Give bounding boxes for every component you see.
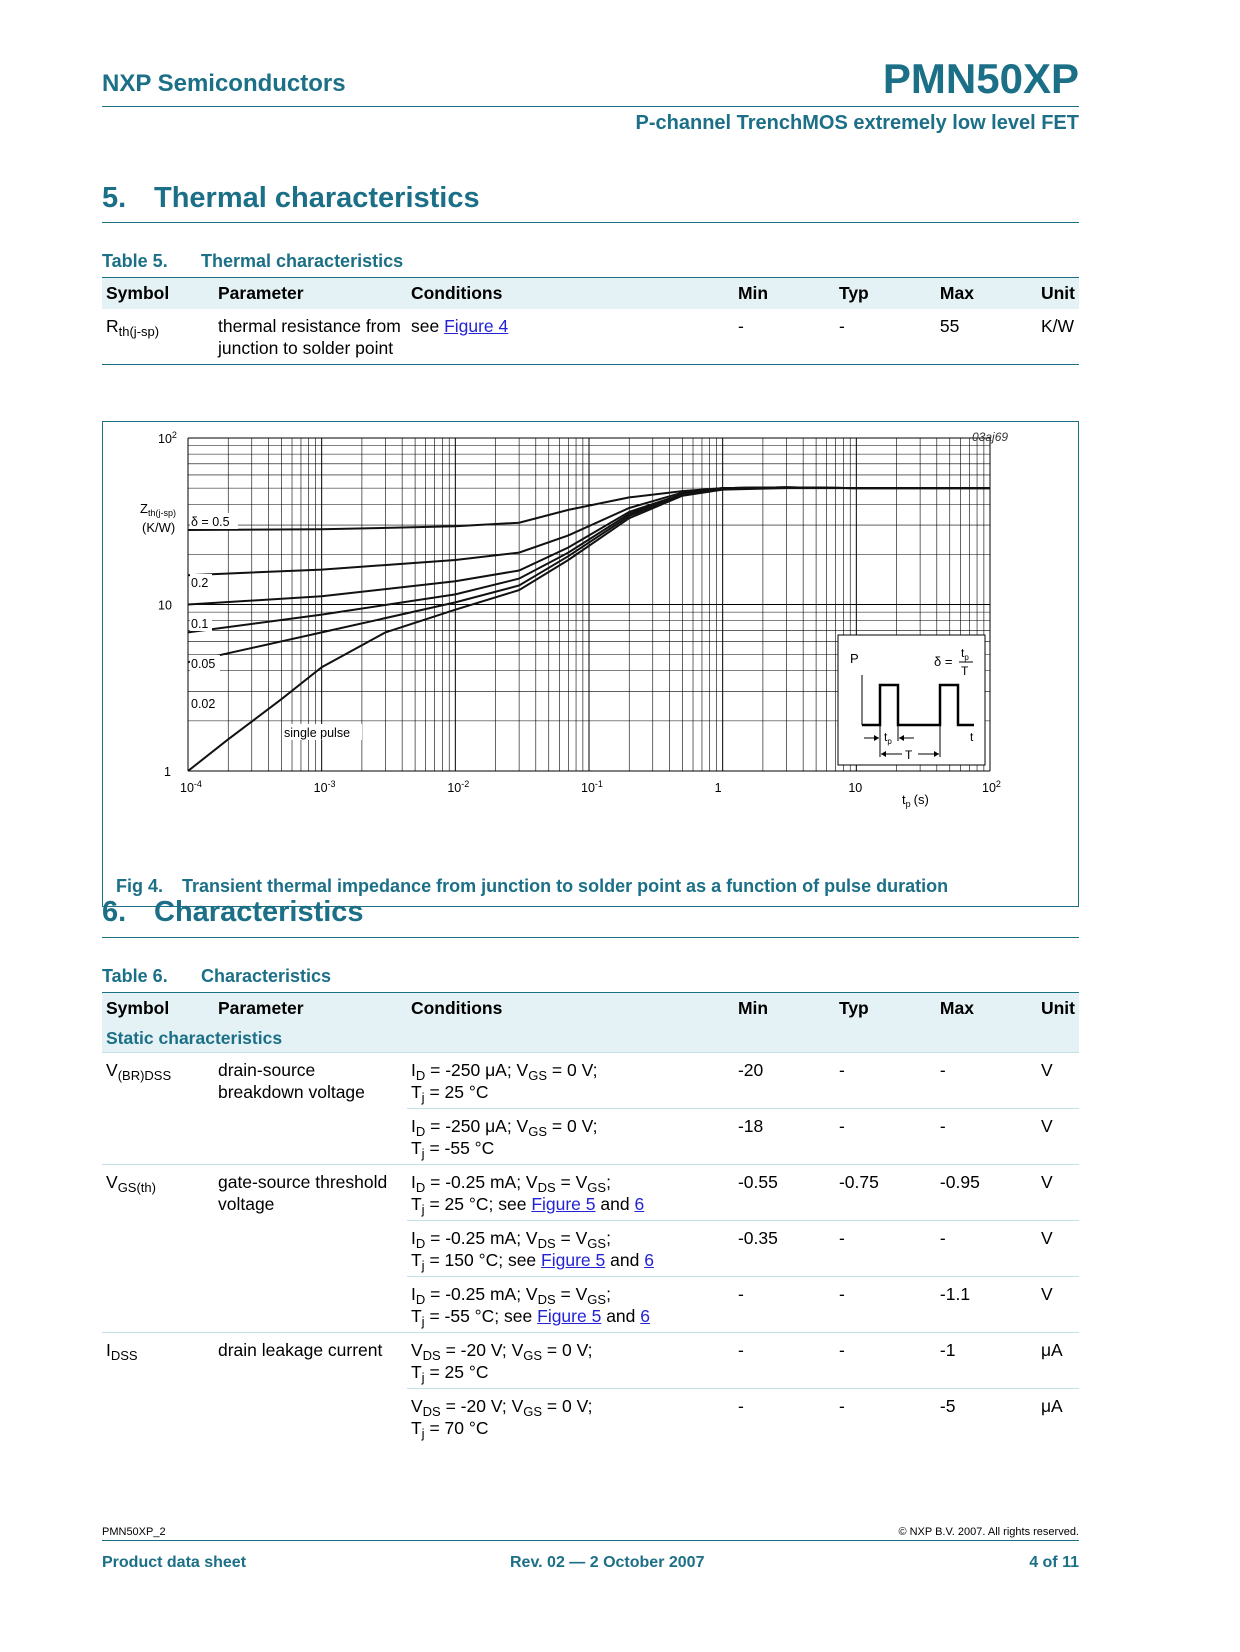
parameter-cell: gate-source threshold voltage [214, 1165, 407, 1333]
static-characteristics-heading: Static characteristics [102, 1024, 1079, 1053]
col-symbol: Symbol [102, 278, 214, 310]
col-min: Min [734, 993, 835, 1025]
col-min: Min [734, 278, 835, 310]
part-number: PMN50XP [882, 55, 1079, 102]
typ-cell: - [835, 1333, 936, 1389]
symbol-cell: $V_{(BR)DSS}$ [102, 1053, 214, 1165]
y-tick-label: 10 [158, 598, 172, 613]
col-typ: Typ [835, 278, 936, 310]
max-cell: -1 [936, 1333, 1037, 1389]
copyright: © NXP B.V. 2007. All rights reserved. [898, 1526, 1079, 1538]
characteristics-table [102, 992, 1079, 1444]
symbol-cell: $R_{th(j-sp)}$ [102, 309, 214, 365]
col-max: Max [936, 993, 1037, 1025]
table-5-caption [102, 251, 403, 272]
max-cell: -1.1 [936, 1277, 1037, 1333]
max-cell: -5 [936, 1389, 1037, 1445]
pulse-inset [838, 635, 985, 765]
x-tick-label: $10^{-4}$ [180, 779, 202, 795]
conditions-cell: $I_D = -250$ μA; $V_{GS} = 0$ V; $T_j = 25$ °C [407, 1053, 734, 1109]
curve-labels [190, 513, 362, 740]
label-0.05: 0.05 [191, 657, 216, 671]
unit-cell: V [1037, 1109, 1079, 1165]
doc-id: PMN50XP_2 [102, 1526, 166, 1538]
figure-4-link[interactable]: Figure 4 [444, 316, 509, 336]
table-label: Table 5. [102, 251, 168, 271]
figure-caption-text: Transient thermal impedance from junction to solder point as a function of pulse duration [182, 876, 949, 896]
min-cell: -0.55 [734, 1165, 835, 1221]
section-number: 5. [102, 182, 127, 214]
parameter-cell: drain leakage current [214, 1333, 407, 1445]
max-cell: - [936, 1109, 1037, 1165]
conditions-cell: $I_D = -0.25$ mA; $V_{DS} = V_{GS}$; $T_j = 25$ °C; see Figure 5 and 6 [407, 1165, 734, 1221]
typ-cell: - [835, 309, 936, 365]
table-row [102, 309, 1079, 365]
table-label: Table 6. [102, 966, 168, 986]
revision: Rev. 02 — 2 October 2007 [510, 1554, 705, 1571]
col-parameter: Parameter [214, 278, 407, 310]
min-cell: - [734, 1333, 835, 1389]
label-0.02: 0.02 [191, 697, 216, 711]
y-axis-unit: (K/W) [142, 520, 176, 535]
col-unit: Unit [1037, 278, 1079, 310]
header-rule [102, 106, 1079, 107]
section-number: 6. [102, 896, 127, 928]
col-conditions: Conditions [407, 993, 734, 1025]
unit-cell: V [1037, 1053, 1079, 1109]
conditions-cell: $I_D = -0.25$ mA; $V_{DS} = V_{GS}$; $T_j = 150$ °C; see Figure 5 and 6 [407, 1221, 734, 1277]
x-axis-label: $t_p$ (s) [902, 792, 929, 809]
y-tick-label: $10^2$ [158, 430, 177, 446]
figure-5-link[interactable]: Figure 5 [531, 1194, 596, 1214]
max-cell: - [936, 1053, 1037, 1109]
table-row [102, 1165, 1079, 1221]
label-0.2: 0.2 [191, 576, 209, 590]
inset-tp-label: $t_p$ [884, 730, 892, 746]
typ-cell: - [835, 1221, 936, 1277]
max-cell: 55 [936, 309, 1037, 365]
conditions-cell: $V_{DS} = -20$ V; $V_{GS} = 0$ V; $T_j = 25$ °C [407, 1333, 734, 1389]
label-single-pulse: single pulse [284, 726, 351, 740]
label-delta-0.5: δ = 0.5 [191, 515, 230, 529]
col-max: Max [936, 278, 1037, 310]
unit-cell: V [1037, 1165, 1079, 1221]
conditions-cell: $I_D = -250$ μA; $V_{GS} = 0$ V; $T_j = -55$ °C [407, 1109, 734, 1165]
thermal-impedance-chart [102, 421, 1079, 907]
company-name: NXP Semiconductors [102, 70, 346, 97]
figure-5-link[interactable]: Figure 5 [537, 1306, 602, 1326]
col-unit: Unit [1037, 993, 1079, 1025]
figure-6-link[interactable]: 6 [634, 1194, 645, 1214]
typ-cell: - [835, 1277, 936, 1333]
typ-cell: - [835, 1053, 936, 1109]
y-tick-label: 1 [164, 765, 171, 779]
section-rule [102, 222, 1079, 223]
min-cell: - [734, 1277, 835, 1333]
unit-cell: μA [1037, 1333, 1079, 1389]
section-6-heading [102, 896, 364, 929]
inset-delta: δ = [934, 654, 953, 669]
col-typ: Typ [835, 993, 936, 1025]
conditions-cell: $I_D = -0.25$ mA; $V_{DS} = V_{GS}$; $T_j = -55$ °C; see Figure 5 and 6 [407, 1277, 734, 1333]
figure-label: Fig 4. [116, 876, 164, 896]
inset-t-label: t [970, 730, 974, 744]
footer-rule [102, 1540, 1079, 1541]
parameter-cell: drain-source breakdown voltage [214, 1053, 407, 1165]
figure-4-caption [116, 876, 948, 897]
doc-type: Product data sheet [102, 1554, 247, 1571]
inset-frac-num: $t_p$ [961, 646, 969, 662]
table-title: Characteristics [201, 966, 332, 986]
unit-cell: V [1037, 1277, 1079, 1333]
page-number: 4 of 11 [1029, 1554, 1079, 1571]
x-tick-label: 10 [848, 781, 863, 795]
inset-p-label: P [850, 651, 859, 666]
conditions-cell: $V_{DS} = -20$ V; $V_{GS} = 0$ V; $T_j = 70$ °C [407, 1389, 734, 1445]
col-symbol: Symbol [102, 993, 214, 1025]
min-cell: -0.35 [734, 1221, 835, 1277]
section-5-heading [102, 182, 480, 215]
typ-cell: - [835, 1389, 936, 1445]
table-title: Thermal characteristics [201, 251, 404, 271]
y-axis-label: $Z_{th(j-sp)}$ [140, 501, 176, 518]
parameter-cell: thermal resistance from junction to solder point [214, 309, 407, 365]
figure-5-link[interactable]: Figure 5 [541, 1250, 606, 1270]
typ-cell: -0.75 [835, 1165, 936, 1221]
symbol-cell: $I_{DSS}$ [102, 1333, 214, 1445]
col-parameter: Parameter [214, 993, 407, 1025]
thermal-table [102, 277, 1079, 365]
table-header-row [102, 278, 1079, 310]
figure-6-link[interactable]: 6 [644, 1250, 654, 1270]
typ-cell: - [835, 1109, 936, 1165]
subheading-row [102, 1024, 1079, 1053]
x-tick-label: $10^{-1}$ [581, 779, 603, 795]
unit-cell: K/W [1037, 309, 1079, 365]
table-header-row [102, 993, 1079, 1025]
max-cell: - [936, 1221, 1037, 1277]
section-title: Thermal characteristics [154, 182, 480, 214]
part-subtitle: P-channel TrenchMOS extremely low level FET [635, 112, 1079, 134]
min-cell: -18 [734, 1109, 835, 1165]
inset-period-label: T [905, 748, 913, 762]
section-title: Characteristics [154, 896, 364, 928]
table-6-caption [102, 966, 331, 987]
min-cell: - [734, 1389, 835, 1445]
col-conditions: Conditions [407, 278, 734, 310]
symbol-cell: $V_{GS(th)}$ [102, 1165, 214, 1333]
label-0.1: 0.1 [191, 617, 209, 631]
min-cell: -20 [734, 1053, 835, 1109]
conditions-cell: see Figure 4 [407, 309, 734, 365]
inset-frac-den: T [961, 664, 969, 678]
x-tick-label: $10^{-3}$ [313, 779, 336, 795]
x-tick-label: $10^{-2}$ [447, 779, 470, 795]
figure-6-link[interactable]: 6 [640, 1306, 651, 1326]
x-tick-label: 1 [714, 781, 722, 795]
section-rule [102, 937, 1079, 938]
max-cell: -0.95 [936, 1165, 1037, 1221]
table-row [102, 1053, 1079, 1109]
unit-cell: μA [1037, 1389, 1079, 1445]
figure-code: 03aj69 [972, 430, 1009, 444]
min-cell: - [734, 309, 835, 365]
table-row [102, 1333, 1079, 1389]
unit-cell: V [1037, 1221, 1079, 1277]
x-tick-label: $10^2$ [982, 779, 1001, 795]
